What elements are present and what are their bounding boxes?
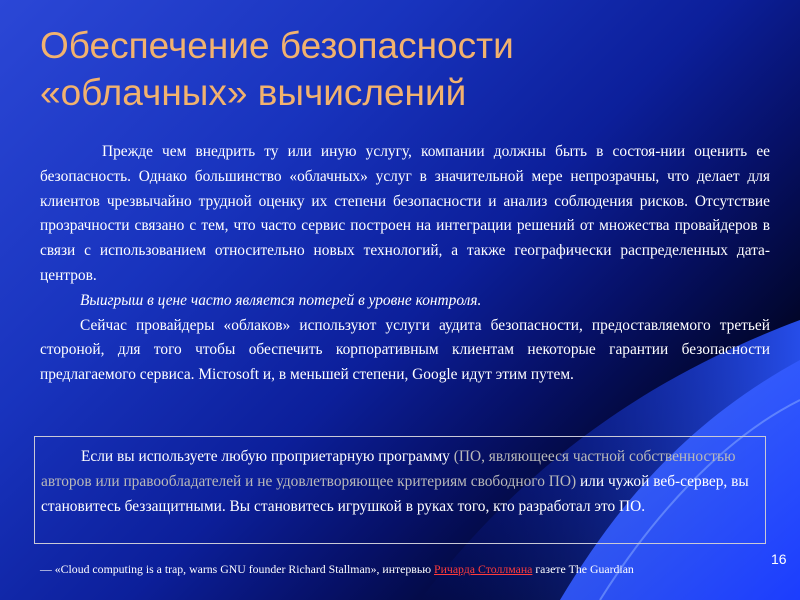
title-line-2: «облачных» вычислений: [40, 72, 467, 113]
title-line-1: Обеспечение безопасности: [40, 25, 514, 66]
quote-part-1: Если вы используете любую проприетарную программу: [81, 448, 454, 465]
paragraph-1-text: Прежде чем внедрить ту или иную услугу, компании должны быть в состоя-нии оценить ее безопасность. Однако большинство «облачных» услуг в значительной мере непрозрачны, что делает для клиентов чрезвычайно трудной оценку их степени безопасности и анализ соблюдения рисков. Отсутствие прозрачности связано с тем, что часто сервис построен на интеграции решений от множества провайдеров в связи с использованием относительно новых технологий, а также географически распределенных дата-центров.: [40, 143, 770, 284]
quote-part-3: или чужой веб-сервер, вы становитесь беззащитными. Вы становитесь игрушкой в руках того, кто разработал это ПО.: [41, 472, 749, 515]
page-number: 16: [771, 551, 787, 567]
quote-part-2: (ПО, являющееся частной собственностью авторов или правообладателей и не удовлетворяющее критериям свободного ПО): [41, 448, 736, 490]
slide-title: [40, 22, 760, 116]
paragraph-1: [40, 140, 770, 289]
body-text: [40, 140, 770, 388]
paragraph-3: [40, 314, 770, 388]
footnote-prefix: — «Cloud computing is a trap, warns GNU founder Richard Stallman», интервью: [40, 562, 435, 576]
footnote: [40, 560, 770, 578]
paragraph-3-text: Сейчас провайдеры «облаков» используют услуги аудита безопасности, предоставляемого третьей стороной, для того чтобы обеспечить корпоративным клиентам некоторые гарантии безопасности предлагаемого сервиса. Microsoft и, в меньшей степени, Google идут этим путем.: [40, 316, 770, 384]
stallman-link[interactable]: Ричарда Столлмана: [434, 562, 533, 576]
quote-box: [34, 436, 766, 544]
paragraph-2-text: Выигрыш в цене часто является потерей в уровне контроля.: [80, 291, 482, 309]
quote-text: [41, 445, 757, 519]
paragraph-2: [40, 289, 770, 314]
footnote-suffix: газете The Guardian: [532, 562, 634, 576]
